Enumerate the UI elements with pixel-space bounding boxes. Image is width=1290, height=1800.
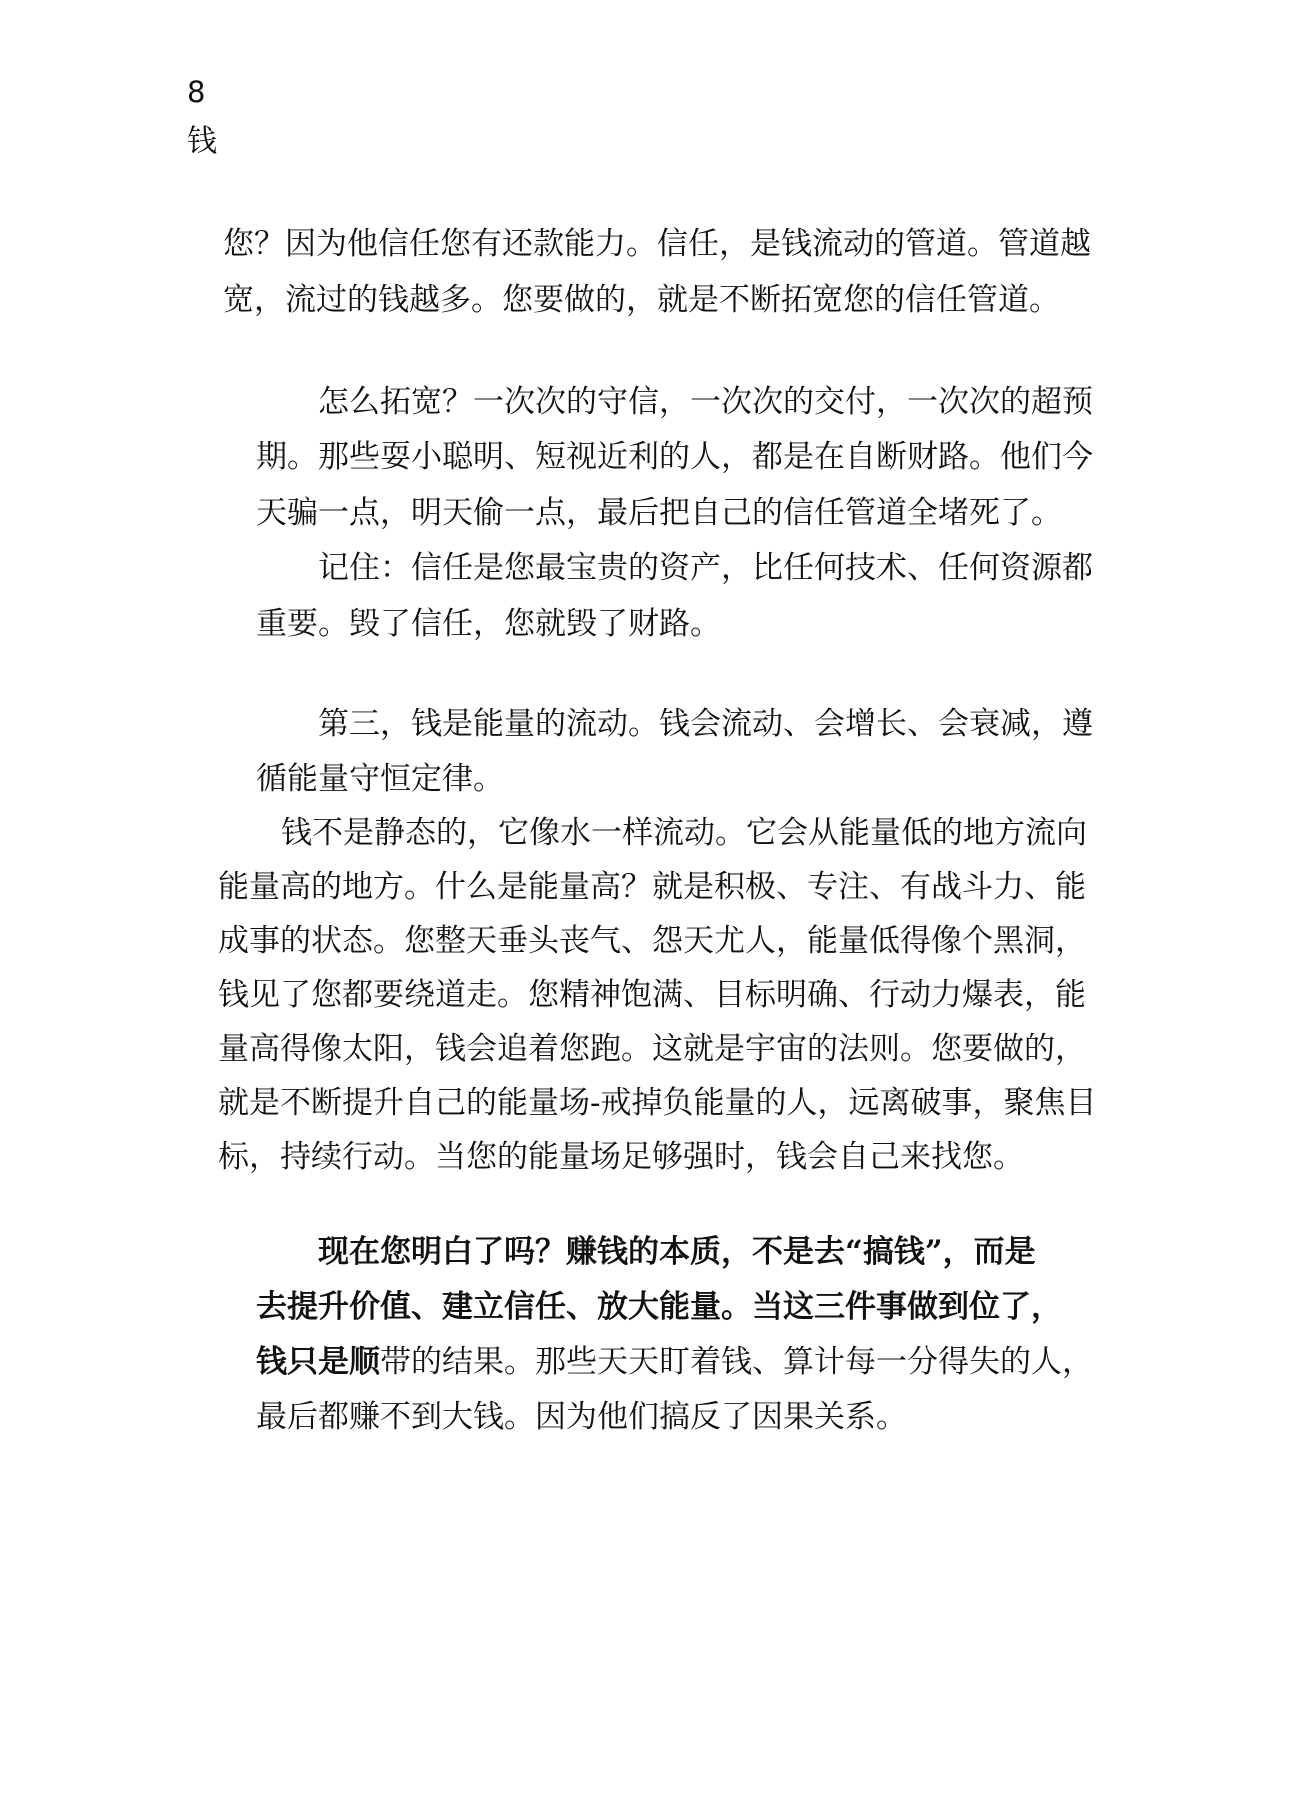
chapter-title: 钱 [187,124,217,159]
page-number: 8 [187,75,206,109]
paragraph-line: 钱见了您都要绕道走。您精神饱满、目标明确、行动力爆表，能 [218,977,1086,1013]
mixed-paragraph-line [256,1340,1093,1384]
paragraph-line: 钱不是静态的，它像水一样流动。它会从能量低的地方流向 [281,815,1087,851]
bold-paragraph-line: 现在您明白了吗？赚钱的本质，不是去“搞钱”，而是 [318,1234,1036,1270]
paragraph-line: 期。那些耍小聪明、短视近利的人，都是在自断财路。他们今 [256,439,1093,475]
paragraph-line: 循能量守恒定律。 [256,761,504,797]
paragraph-line: 重要。毁了信任，您就毁了财路。 [256,606,721,642]
paragraph-line: 您？因为他信任您有还款能力。信任，是钱流动的管道。管道越 [223,226,1091,262]
paragraph-line: 标，持续行动。当您的能量场足够强时，钱会自己来找您。 [218,1139,1024,1175]
text-segment: 带的结果。那些天天盯着钱、算计每一分得失的人， [380,1344,1093,1380]
paragraph-line: 怎么拓宽？一次次的守信，一次次的交付，一次次的超预 [318,384,1093,420]
paragraph-line: 成事的状态。您整天垂头丧气、怨天尤人，能量低得像个黑洞， [218,923,1086,959]
paragraph-line: 记住：信任是您最宝贵的资产，比任何技术、任何资源都 [318,550,1093,586]
paragraph-line: 就是不断提升自己的能量场-戒掉负能量的人，远离破事，聚焦目 [218,1085,1097,1121]
paragraph-line: 能量高的地方。什么是能量高？就是积极、专注、有战斗力、能 [218,869,1086,905]
paragraph-line: 量高得像太阳，钱会追着您跑。这就是宇宙的法则。您要做的， [218,1031,1086,1067]
paragraph-line: 最后都赚不到大钱。因为他们搞反了因果关系。 [256,1399,907,1435]
bold-text-segment: 钱只是顺 [256,1344,380,1380]
paragraph-line: 天骗一点，明天偷一点，最后把自己的信任管道全堵死了。 [256,495,1062,531]
paragraph-line: 第三，钱是能量的流动。钱会流动、会增长、会衰减，遵 [318,706,1093,742]
bold-paragraph-line: 去提升价值、建立信任、放大能量。当这三件事做到位了， [256,1289,1062,1325]
paragraph-line: 宽，流过的钱越多。您要做的，就是不断拓宽您的信任管道。 [223,282,1060,318]
